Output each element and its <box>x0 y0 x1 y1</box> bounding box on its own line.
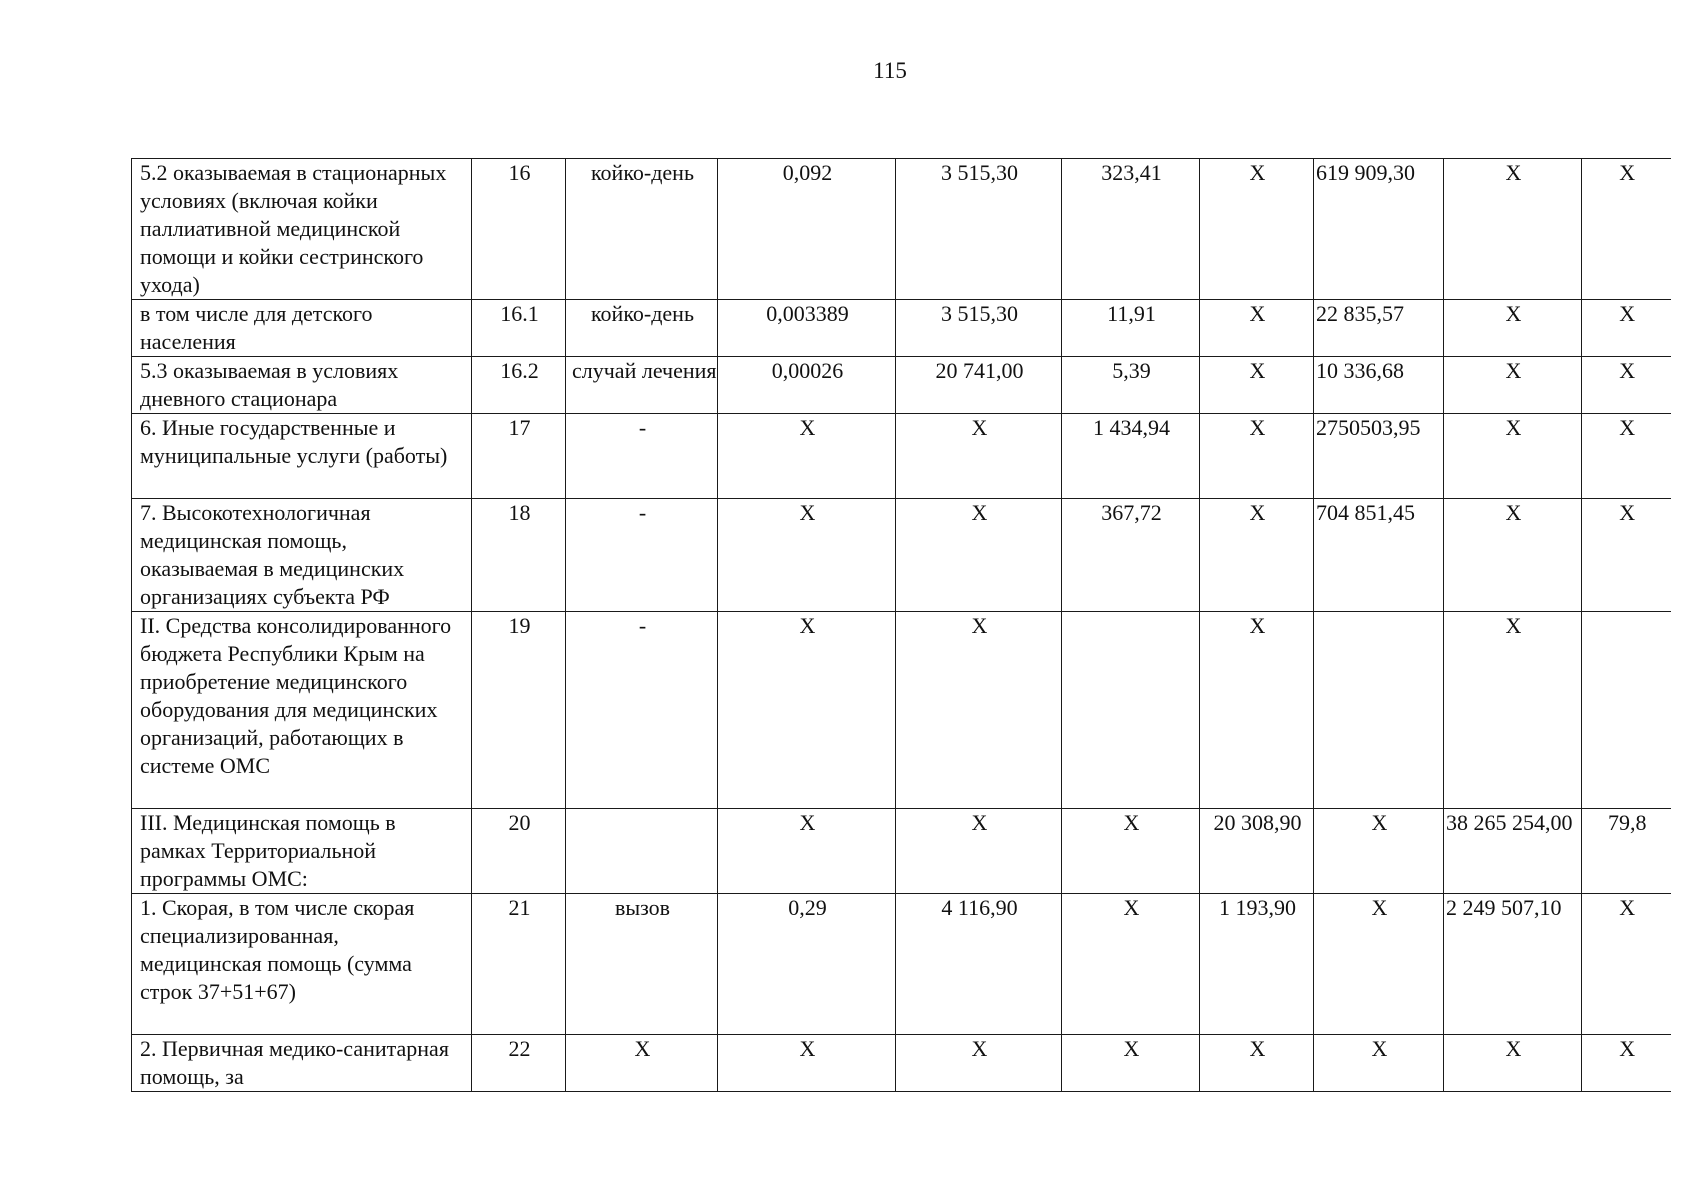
row-description: в том числе для детского населения <box>132 300 472 357</box>
table-cell: Х <box>718 612 896 809</box>
row-description: 5.3 оказываемая в условиях дневного стационара <box>132 357 472 414</box>
table-cell <box>1582 612 1671 809</box>
table-cell: Х <box>1200 499 1314 612</box>
table-cell: Х <box>1062 1035 1200 1092</box>
table-cell: Х <box>1582 300 1671 357</box>
table-cell: случай лечения <box>566 357 718 414</box>
table-cell: Х <box>1062 894 1200 1035</box>
table-cell: 22 <box>472 1035 566 1092</box>
table-cell: Х <box>1062 809 1200 894</box>
row-description: 2. Первичная медико-санитарная помощь, за <box>132 1035 472 1092</box>
table-cell: Х <box>1444 612 1582 809</box>
table-cell: вызов <box>566 894 718 1035</box>
table-cell: 619 909,30 <box>1314 159 1444 300</box>
table-cell <box>1314 612 1444 809</box>
table-row <box>132 894 1671 1035</box>
table-cell: Х <box>1200 1035 1314 1092</box>
table-cell: 0,003389 <box>718 300 896 357</box>
table-cell: Х <box>718 414 896 499</box>
table-cell: 2 249 507,10 <box>1444 894 1582 1035</box>
table-cell: Х <box>896 612 1062 809</box>
table-cell: Х <box>1444 357 1582 414</box>
table-row <box>132 499 1671 612</box>
table-cell: 0,00026 <box>718 357 896 414</box>
table-cell: 0,29 <box>718 894 896 1035</box>
table-cell: Х <box>1582 414 1671 499</box>
table-cell: 17 <box>472 414 566 499</box>
data-table <box>131 158 1671 1092</box>
table-cell <box>566 809 718 894</box>
table-row <box>132 809 1671 894</box>
table-cell: Х <box>1582 894 1671 1035</box>
table-row <box>132 357 1671 414</box>
table-cell: 20 <box>472 809 566 894</box>
table-cell: 22 835,57 <box>1314 300 1444 357</box>
table-row <box>132 612 1671 809</box>
table-cell: Х <box>566 1035 718 1092</box>
table-body <box>132 159 1671 1092</box>
row-description: 5.2 оказываемая в стационарных условиях (включая койки паллиативной медицинской помощи и койки сестринского ухода) <box>132 159 472 300</box>
table-cell: койко-день <box>566 300 718 357</box>
table-cell: Х <box>1200 159 1314 300</box>
table-cell: Х <box>1200 300 1314 357</box>
table-cell: - <box>566 414 718 499</box>
table-cell: 3 515,30 <box>896 300 1062 357</box>
page-number: 115 <box>873 58 907 83</box>
table-cell <box>1062 612 1200 809</box>
table-cell: 11,91 <box>1062 300 1200 357</box>
table-cell: Х <box>1314 894 1444 1035</box>
table-row <box>132 159 1671 300</box>
table-cell: 20 741,00 <box>896 357 1062 414</box>
table-cell: 20 308,90 <box>1200 809 1314 894</box>
table-cell: 18 <box>472 499 566 612</box>
table-cell: - <box>566 499 718 612</box>
table-cell: Х <box>1200 414 1314 499</box>
table-cell: Х <box>1444 159 1582 300</box>
table-cell: Х <box>1444 414 1582 499</box>
table-cell: Х <box>1444 300 1582 357</box>
table-cell: Х <box>1582 357 1671 414</box>
row-description: III. Медицинская помощь в рамках Территориальной программы ОМС: <box>132 809 472 894</box>
table-cell: Х <box>896 499 1062 612</box>
table-cell: 3 515,30 <box>896 159 1062 300</box>
table-cell: Х <box>896 809 1062 894</box>
row-description: 7. Высокотехнологичная медицинская помощь, оказываемая в медицинских организациях субъекта РФ <box>132 499 472 612</box>
table-cell: 38 265 254,00 <box>1444 809 1582 894</box>
table-cell: Х <box>1582 499 1671 612</box>
table-cell: 10 336,68 <box>1314 357 1444 414</box>
table-cell: 1 193,90 <box>1200 894 1314 1035</box>
table-cell: 16 <box>472 159 566 300</box>
table-cell: 16.1 <box>472 300 566 357</box>
table-cell: Х <box>1582 1035 1671 1092</box>
table-cell: 4 116,90 <box>896 894 1062 1035</box>
table-cell: Х <box>1200 357 1314 414</box>
row-description: II. Средства консолидированного бюджета Республики Крым на приобретение медицинского оборудования для медицинских организаций, работающих в системе ОМС <box>132 612 472 809</box>
table-cell: 367,72 <box>1062 499 1200 612</box>
table-cell: 16.2 <box>472 357 566 414</box>
table-cell: - <box>566 612 718 809</box>
table-cell: Х <box>896 414 1062 499</box>
table-cell: койко-день <box>566 159 718 300</box>
row-description: 6. Иные государственные и муниципальные услуги (работы) <box>132 414 472 499</box>
table-row <box>132 1035 1671 1092</box>
table-cell: Х <box>1582 159 1671 300</box>
table-cell: 1 434,94 <box>1062 414 1200 499</box>
table-cell: Х <box>1200 612 1314 809</box>
row-description: 1. Скорая, в том числе скорая специализированная, медицинская помощь (сумма строк 37+51+67) <box>132 894 472 1035</box>
table-cell: Х <box>718 1035 896 1092</box>
table-cell: 0,092 <box>718 159 896 300</box>
table-cell: 323,41 <box>1062 159 1200 300</box>
table-cell: 704 851,45 <box>1314 499 1444 612</box>
table-cell: 19 <box>472 612 566 809</box>
table-cell: 5,39 <box>1062 357 1200 414</box>
table-cell: Х <box>718 499 896 612</box>
table-row <box>132 414 1671 499</box>
table-cell: 2750503,95 <box>1314 414 1444 499</box>
table-row <box>132 300 1671 357</box>
table-cell: Х <box>1444 499 1582 612</box>
table-cell: Х <box>1314 1035 1444 1092</box>
table-cell: Х <box>896 1035 1062 1092</box>
table-cell: 21 <box>472 894 566 1035</box>
table-cell: Х <box>1314 809 1444 894</box>
table-cell: 79,8 <box>1582 809 1671 894</box>
table-cell: Х <box>718 809 896 894</box>
table-cell: Х <box>1444 1035 1582 1092</box>
